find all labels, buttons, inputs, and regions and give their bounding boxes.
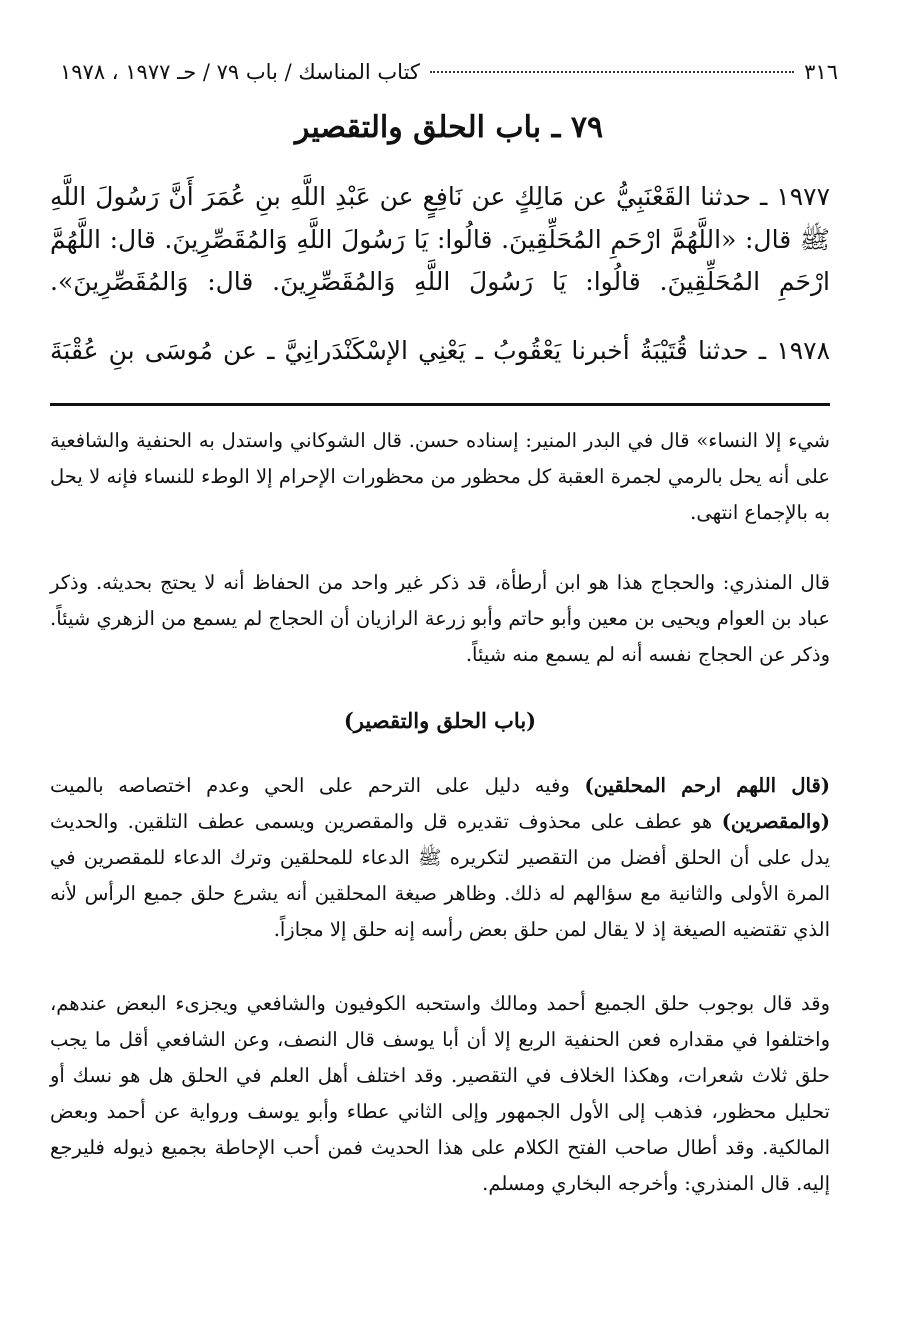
commentary-subheading: (باب الحلق والتقصير) (343, 708, 537, 733)
quoted-phrase-1: (قال اللهم ارحم المحلقين) (584, 774, 830, 797)
header-leader-dots (430, 71, 794, 73)
chapter-title: ٧٩ ـ باب الحلق والتقصير (294, 110, 604, 145)
running-title: كتاب المناسك / باب ٧٩ / حـ ١٩٧٧ ، ١٩٧٨ (60, 60, 420, 84)
quoted-phrase-2: (والمقصرين) (721, 810, 830, 834)
page-header (60, 52, 838, 92)
commentary-paragraph-1: شيء إلا النساء» قال في البدر المنير: إسناده حسن. قال الشوكاني واستدل به الحنفية والشافعية على أنه يحل بالرمي لجمرة العقبة كل محظور من محظورات الإحرام إلا الوطء للنساء فإنه لا يحل به بالإجماع انتهى. (50, 429, 830, 525)
hadith-1978: ١٩٧٨ ـ حدثنا قُتَيْبَةُ أخبرنا يَعْقُوبُ ـ يَعْنِي الإسْكَنْدَرانِيَّ ـ عن مُوسَى بنِ عُقْبَةَ (50, 336, 830, 365)
commentary-text-run-1: وفيه دليل على الترحم على الحي وعدم اختصاصه بالميت (50, 774, 585, 797)
commentary-paragraph-3 (50, 768, 830, 948)
commentary-paragraph-2: قال المنذري: والحجاج هذا هو ابن أرطأة، قد ذكر غير واحد من الحفاظ أنه لا يحتج بحديثه. وذكر عباد بن العوام ويحيى بن معين وأبو حاتم وأبو زرعة الرازيان أن الحجاج لم يسمع من الزهري شيئاً. وذكر عن الحجاج نفسه أنه لم يسمع منه شيئاً. (50, 571, 830, 667)
page-number: ٣١٦ (804, 60, 838, 84)
footnote-divider (50, 403, 830, 406)
hadith-1977: ١٩٧٧ ـ حدثنا القَعْنَبِيُّ عن مَالِكٍ عن نَافِعٍ عن عَبْدِ اللَّهِ بنِ عُمَرَ أَنَّ رَسُولَ اللَّهِ ﷺ قال: «اللَّهُمَّ ارْحَمِ المُحَلِّقِينَ. قالُوا: يَا رَسُولَ اللَّهِ وَالمُقَصِّرِينَ. قال: اللَّهُمَّ ارْحَمِ المُحَلِّقِينَ. قالُوا: يَا رَسُولَ اللَّهِ وَالمُقَصِّرِينَ. قال: وَالمُقَصِّرِينَ». (50, 182, 830, 296)
commentary-paragraph-4: وقد قال بوجوب حلق الجميع أحمد ومالك واستحبه الكوفيون والشافعي ويجزىء البعض عندهم، واختلفوا في مقداره فعن الحنفية الربع إلا أن أبا يوسف قال النصف، وعن الشافعي أقل ما يجب حلق ثلاث شعرات، وهكذا الخلاف في التقصير. وقد اختلف أهل العلم في الحلق هل هو نسك أو تحليل محظور، فذهب إلى الأول الجمهور وإلى الثاني عطاء وأبو يوسف ورواية عن أحمد وبعض المالكية. وقد أطال صاحب الفتح الكلام على هذا الحديث فمن أحب الإحاطة بجميع ذيوله فليرجع إليه. قال المنذري: وأخرجه البخاري ومسلم. (50, 992, 830, 1196)
commentary-text-run-2: هو عطف على محذوف تقديره قل والمقصرين ويسمى عطف التلقين. والحديث يدل على أن الحلق أفضل من التقصير لتكريره ﷺ الدعاء للمحلقين وترك الدعاء للمقصرين في المرة الأولى والثانية مع سؤالهم له ذلك. وظاهر صيغة المحلقين أنه يشرع حلق جميع الرأس لأنه الذي تقتضيه الصيغة إذ لا يقال لمن حلق بعض رأسه إنه حلق إلا مجازاً. (50, 810, 830, 942)
